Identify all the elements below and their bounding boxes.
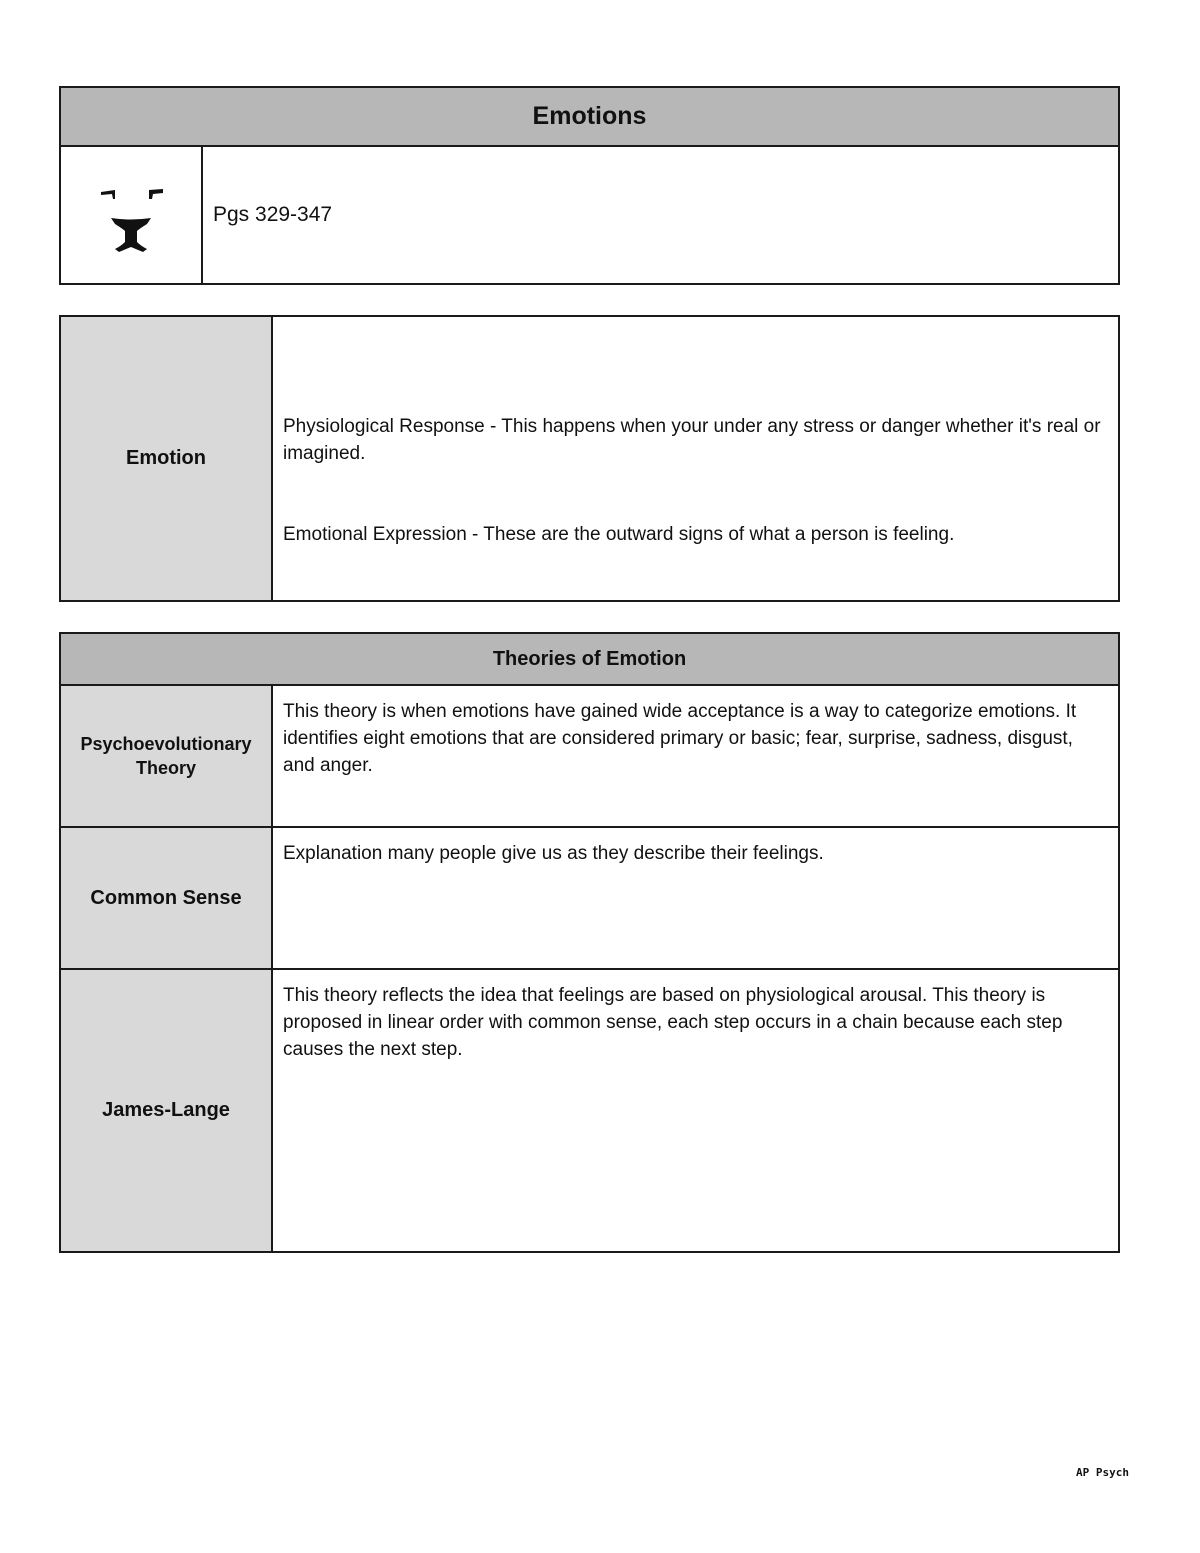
- course-footer: AP Psych: [1076, 1466, 1129, 1479]
- physiological-response-text: Physiological Response - This happens when your under any stress or danger whether it's real or imagined.: [283, 416, 1101, 464]
- page-range: Pgs 329-347: [213, 203, 333, 226]
- theories-table: [59, 632, 1120, 1253]
- theory-label: Common Sense: [61, 828, 273, 968]
- page-title: Emotions: [61, 88, 1118, 147]
- theory-description: Explanation many people give us as they describe their feelings.: [283, 843, 824, 864]
- lion-face-icon: [91, 173, 171, 257]
- title-table: [59, 86, 1120, 285]
- theory-label: Psychoevolutionary Theory: [61, 686, 273, 826]
- logo-cell: [61, 147, 203, 283]
- emotional-expression-text: Emotional Expression - These are the outward signs of what a person is feeling.: [283, 524, 955, 545]
- emotion-definitions: [283, 413, 1104, 548]
- emotion-label: Emotion: [61, 317, 273, 600]
- theory-description: This theory is when emotions have gained wide acceptance is a way to categorize emotions. It identifies eight emotions that are considered primary or basic; fear, surprise, sadness, disgust, and anger.: [283, 701, 1077, 776]
- theory-description: This theory reflects the idea that feelings are based on physiological arousal. This theory is proposed in linear order with common sense, each step occurs in a chain because each step causes the next step.: [283, 985, 1063, 1060]
- table-row: [61, 686, 1118, 828]
- theory-label: James-Lange: [61, 970, 273, 1251]
- emotion-table: [59, 315, 1120, 602]
- table-row: [61, 970, 1118, 1251]
- table-row: [61, 828, 1118, 970]
- theories-title: Theories of Emotion: [61, 634, 1118, 686]
